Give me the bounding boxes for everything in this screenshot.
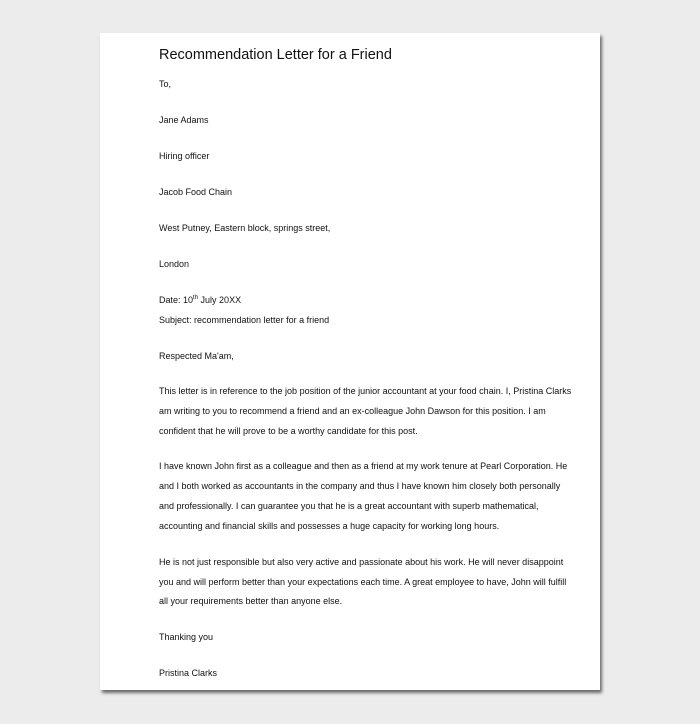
letter-title: Recommendation Letter for a Friend: [159, 47, 392, 63]
recipient-name: Jane Adams: [159, 115, 209, 125]
document-page: [100, 33, 600, 690]
date-prefix: Date: 10: [159, 295, 194, 305]
recipient-street: West Putney, Eastern block, springs street,: [159, 223, 331, 233]
paragraph-1-line: This letter is in reference to the job position of the junior accountant at your food chain. I, Pristina Clarks: [159, 386, 572, 396]
recipient-position: Hiring officer: [159, 151, 210, 161]
date-line: [159, 294, 241, 306]
paragraph-3-line: you and will perform better than your expectations each time. A great employee to have, John will fulfill: [159, 577, 567, 587]
paragraph-2-line: I have known John first as a colleague and then as a friend at my work tenure at Pearl Corporation. He: [159, 461, 568, 471]
paragraph-1-line: am writing to you to recommend a friend and an ex-colleague John Dawson for this position. I am: [159, 406, 546, 416]
date-rest: July 20XX: [198, 295, 242, 305]
greeting: Respected Ma'am,: [159, 351, 234, 361]
paragraph-3-line: all your requirements better than anyone else.: [159, 596, 343, 606]
recipient-company: Jacob Food Chain: [159, 187, 233, 197]
signature: Pristina Clarks: [159, 668, 218, 678]
recipient-city: London: [159, 259, 190, 269]
paragraph-3-line: He is not just responsible but also very active and passionate about his work. He will never disappoint: [159, 557, 564, 567]
paragraph-2-line: and professionally. I can guarantee you that he is a great accountant with superb mathematical,: [159, 501, 539, 511]
paragraph-2-line: accounting and financial skills and possesses a huge capacity for working long hours.: [159, 521, 500, 531]
date-suffix: th: [193, 295, 199, 301]
paragraph-2-line: and I both worked as accountants in the company and thus I have known him closely both personally: [159, 481, 561, 491]
closing: Thanking you: [159, 632, 214, 642]
to-line: To,: [159, 79, 172, 89]
subject-line: Subject: recommendation letter for a friend: [159, 315, 330, 325]
paragraph-1-line: confident that he will prove to be a worthy candidate for this post.: [159, 426, 418, 436]
